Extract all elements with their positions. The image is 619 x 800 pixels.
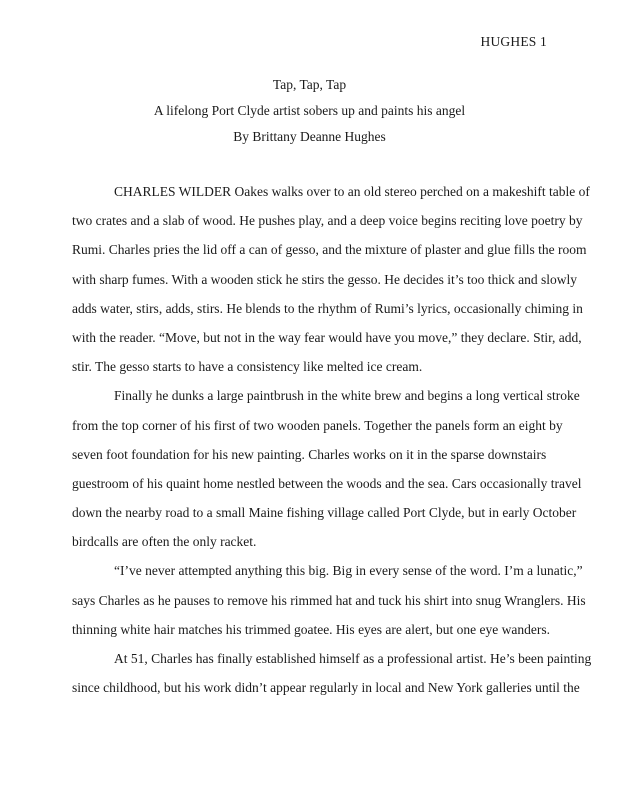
text-line: At 51, Charles has finally established himself as a professional artist. He’s been painting bbox=[114, 651, 592, 666]
text-line: two crates and a slab of wood. He pushes play, and a deep voice begins reciting love poetry by bbox=[72, 213, 583, 229]
text-line: CHARLES WILDER Oakes walks over to an old stereo perched on a makeshift table of bbox=[114, 184, 590, 199]
text-line: Finally he dunks a large paintbrush in the white brew and begins a long vertical stroke bbox=[114, 388, 580, 404]
paragraph bbox=[72, 644, 592, 702]
text-line: Rumi. Charles pries the lid off a can of gesso, and the mixture of plaster and glue fills the room bbox=[72, 242, 587, 258]
text-line: adds water, stirs, adds, stirs. He blends to the rhythm of Rumi’s lyrics, occasionally chiming in bbox=[72, 300, 583, 316]
text-line: with the reader. “Move, but not in the way fear would have you move,” they declare. Stir, add, bbox=[72, 329, 582, 345]
text-line: down the nearby road to a small Maine fishing village called Port Clyde, but in early October bbox=[72, 505, 577, 521]
text-line: since childhood, but his work didn’t appear regularly in local and New York galleries until the bbox=[72, 680, 580, 696]
text-line: from the top corner of his first of two wooden panels. Together the panels form an eight by bbox=[72, 417, 563, 433]
article-body bbox=[72, 177, 592, 702]
article-title: Tap, Tap, Tap bbox=[272, 77, 347, 92]
running-head: HUGHES 1 bbox=[480, 34, 547, 49]
text-line: with sharp fumes. With a wooden stick he stirs the gesso. He decides it’s too thick and slowly bbox=[72, 271, 578, 287]
text-line: says Charles as he pauses to remove his rimmed hat and tuck his shirt into snug Wranglers. His bbox=[72, 592, 586, 608]
paragraph bbox=[72, 381, 582, 556]
text-line: birdcalls are often the only racket. bbox=[72, 534, 257, 550]
byline: By Brittany Deanne Hughes bbox=[233, 129, 386, 144]
text-line: thinning white hair matches his trimmed goatee. His eyes are alert, but one eye wanders. bbox=[72, 621, 550, 637]
text-line: guestroom of his quaint home nestled between the woods and the sea. Cars occasionally travel bbox=[72, 475, 582, 491]
text-line: “I’ve never attempted anything this big. Big in every sense of the word. I’m a lunatic,” bbox=[114, 563, 583, 579]
text-line: stir. The gesso starts to have a consistency like melted ice cream. bbox=[72, 359, 423, 375]
title-block bbox=[0, 72, 619, 150]
article-subtitle: A lifelong Port Clyde artist sobers up and paints his angel bbox=[153, 103, 466, 118]
paragraph bbox=[72, 177, 590, 381]
text-line: seven foot foundation for his new painting. Charles works on it in the sparse downstairs bbox=[72, 446, 547, 462]
paragraph bbox=[72, 556, 586, 644]
